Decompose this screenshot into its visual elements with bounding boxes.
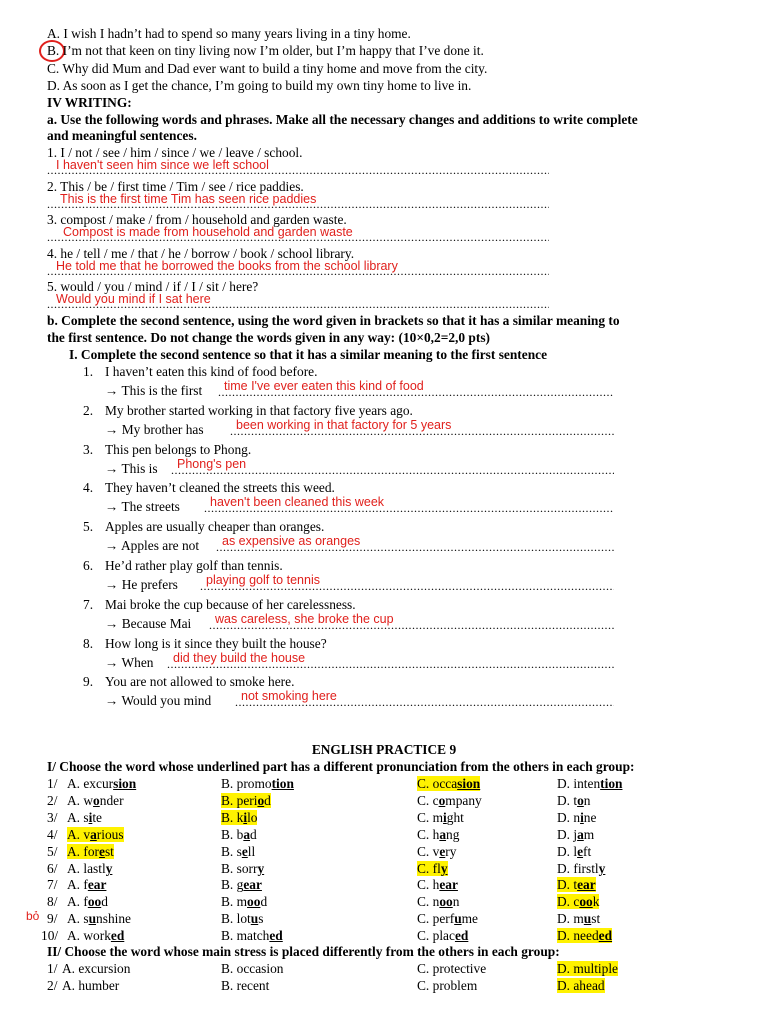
option-text: C. hang bbox=[417, 827, 460, 842]
option-text: C. problem bbox=[417, 978, 478, 993]
pronunciation-option[interactable] bbox=[557, 911, 600, 927]
handwritten-answer[interactable]: did they build the house bbox=[173, 651, 306, 665]
underlined-part: oo bbox=[439, 894, 453, 909]
underlined-part: i bbox=[88, 810, 93, 825]
option-text: C. perfume bbox=[417, 911, 478, 926]
option-text: C. noon bbox=[417, 894, 460, 909]
underlined-part: o bbox=[577, 793, 584, 808]
item-number: 2. bbox=[83, 403, 94, 418]
underlined-part: y bbox=[598, 861, 606, 876]
original-sentence: Apples are usually cheaper than oranges. bbox=[105, 519, 325, 534]
underlined-part: ed bbox=[454, 928, 469, 943]
option-text: B. kilo bbox=[221, 810, 258, 825]
pronunciation-option[interactable] bbox=[67, 810, 102, 826]
pronunciation-option[interactable] bbox=[417, 928, 468, 944]
part-a-prompt: 3. compost / make / from / household and garden waste. bbox=[47, 212, 347, 227]
handwritten-answer[interactable]: haven't been cleaned this week bbox=[210, 495, 385, 509]
underlined-part: tion bbox=[271, 776, 294, 791]
item-number: 4. bbox=[83, 480, 94, 495]
reading-option-c: C. Why did Mum and Dad ever want to build a tiny home and move from the city. bbox=[47, 61, 488, 76]
item-number: 9. bbox=[83, 674, 94, 689]
underlined-part: y bbox=[105, 861, 113, 876]
item-number: 6. bbox=[83, 558, 94, 573]
underlined-part: ed bbox=[110, 928, 125, 943]
stress-option[interactable] bbox=[557, 961, 618, 977]
question-number: 9/ bbox=[47, 911, 58, 926]
pronunciation-option[interactable] bbox=[417, 894, 459, 910]
underlined-part: u bbox=[583, 911, 592, 926]
underlined-part: u bbox=[88, 911, 97, 926]
stress-option[interactable] bbox=[557, 978, 605, 994]
item-number: 5. bbox=[83, 519, 94, 534]
stress-option[interactable] bbox=[221, 961, 283, 977]
original-sentence: How long is it since they built the house? bbox=[105, 636, 327, 651]
underlined-part: a bbox=[577, 827, 584, 842]
underlined-part: tion bbox=[600, 776, 623, 791]
question-number: 5/ bbox=[47, 844, 58, 859]
option-text: B. mood bbox=[221, 894, 268, 909]
pronunciation-option[interactable] bbox=[221, 877, 262, 893]
stress-heading: II/ Choose the word whose main stress is placed differently from the others in each group: bbox=[47, 944, 560, 959]
underlined-part: ear bbox=[243, 877, 262, 892]
item-number: 1. bbox=[83, 364, 94, 379]
option-text: A. worked bbox=[67, 928, 125, 943]
handwritten-answer[interactable]: playing golf to tennis bbox=[206, 573, 320, 587]
underlined-part: y bbox=[257, 861, 265, 876]
option-text: C. placed bbox=[417, 928, 469, 943]
underlined-part: sion bbox=[457, 776, 481, 791]
underlined-part: e bbox=[439, 844, 446, 859]
question-number: 4/ bbox=[47, 827, 58, 842]
question-number: 2/ bbox=[47, 793, 58, 808]
pronunciation-option[interactable] bbox=[417, 793, 482, 809]
stress-option[interactable] bbox=[62, 978, 119, 994]
option-text: D. ahead bbox=[557, 978, 605, 993]
original-sentence: This pen belongs to Phong. bbox=[105, 442, 252, 457]
stress-option[interactable] bbox=[221, 978, 269, 994]
option-text: C. occasion bbox=[417, 776, 481, 791]
option-text: D. cook bbox=[557, 894, 600, 909]
option-text: A. lastly bbox=[67, 861, 113, 876]
original-sentence: They haven’t cleaned the streets this weed. bbox=[105, 480, 335, 495]
handwritten-answer[interactable]: time I've ever eaten this kind of food bbox=[224, 379, 424, 393]
underlined-part: e bbox=[241, 844, 248, 859]
option-text: D. needed bbox=[557, 928, 613, 943]
pronunciation-option[interactable] bbox=[221, 793, 271, 809]
option-text: D. firstly bbox=[557, 861, 606, 876]
option-text: B. bad bbox=[221, 827, 257, 842]
item-number: 8. bbox=[83, 636, 94, 651]
writing-heading: IV WRITING: bbox=[47, 95, 132, 110]
rewrite-start: → Because Mai bbox=[105, 616, 192, 631]
underlined-part: oo bbox=[247, 894, 261, 909]
underlined-part: oo bbox=[87, 894, 102, 909]
option-text: D. left bbox=[557, 844, 592, 859]
handwritten-answer[interactable]: been working in that factory for 5 years bbox=[236, 418, 452, 432]
pronunciation-option[interactable] bbox=[67, 911, 131, 927]
underlined-part: o bbox=[257, 793, 265, 808]
part-b-instruction-1: b. Complete the second sentence, using the word given in brackets so that it has a similar meaning to bbox=[47, 313, 620, 328]
part-a-prompt: 4. he / tell / me / that / he / borrow / book / school library. bbox=[47, 246, 355, 261]
option-text: D. multiple bbox=[557, 961, 618, 976]
part-b-instruction-2: the first sentence. Do not change the words given in any way: (10×0,2=2,0 pts) bbox=[47, 330, 490, 345]
pronunciation-option[interactable] bbox=[67, 928, 124, 944]
handwritten-note: bỏ bbox=[26, 909, 40, 923]
pronunciation-option[interactable] bbox=[67, 861, 112, 877]
handwritten-answer[interactable]: He told me that he borrowed the books from the school library bbox=[56, 259, 398, 273]
question-number: 3/ bbox=[47, 810, 58, 825]
handwritten-answer[interactable]: Compost is made from household and garden waste bbox=[63, 225, 353, 239]
rewrite-start: → Apples are not bbox=[105, 538, 200, 553]
option-text: B. lotus bbox=[221, 911, 264, 926]
reading-option-d: D. As soon as I get the chance, I’m going to build my own tiny home to live in. bbox=[47, 78, 472, 93]
handwritten-answer[interactable]: not smoking here bbox=[241, 689, 337, 703]
option-text: B. gear bbox=[221, 877, 262, 892]
underlined-part: ed bbox=[269, 928, 283, 943]
question-number: 10/ bbox=[41, 928, 59, 943]
option-text: A. forest bbox=[67, 844, 114, 859]
option-text: C. protective bbox=[417, 961, 487, 976]
option-text: A. wonder bbox=[67, 793, 124, 808]
pronunciation-option[interactable] bbox=[221, 911, 263, 927]
option-text: A. excursion bbox=[62, 961, 131, 976]
original-sentence: My brother started working in that factory five years ago. bbox=[105, 403, 413, 418]
option-text: C. fly bbox=[417, 861, 448, 876]
pronunciation-option[interactable] bbox=[221, 844, 255, 860]
pronunciation-option[interactable] bbox=[557, 861, 605, 877]
option-text: C. hear bbox=[417, 877, 458, 892]
option-text: A. various bbox=[67, 827, 124, 842]
rewrite-start: → This is bbox=[105, 461, 158, 476]
pronunciation-option[interactable] bbox=[67, 827, 124, 843]
pronunciation-heading: I/ Choose the word whose underlined part has a different pronunciation from the others in each group: bbox=[47, 759, 635, 774]
underlined-part: o bbox=[438, 793, 446, 808]
option-text: A. fear bbox=[67, 877, 107, 892]
pronunciation-option[interactable] bbox=[557, 844, 591, 860]
pronunciation-option[interactable] bbox=[557, 928, 612, 944]
underlined-part: u bbox=[250, 911, 259, 926]
underlined-part: ear bbox=[439, 877, 458, 892]
pronunciation-option[interactable] bbox=[557, 827, 594, 843]
underlined-part: o bbox=[93, 793, 100, 808]
option-text: B. matched bbox=[221, 928, 283, 943]
pronunciation-option[interactable] bbox=[67, 877, 106, 893]
pronunciation-option[interactable] bbox=[67, 894, 108, 910]
part-a-instruction-1: a. Use the following words and phrases. Make all the necessary changes and additions to write complete bbox=[47, 112, 638, 127]
pronunciation-option[interactable] bbox=[221, 810, 257, 826]
rewrite-start: → Would you mind bbox=[105, 693, 212, 708]
underlined-part: a bbox=[243, 827, 251, 842]
part-a-prompt: 2. This / be / first time / Tim / see / rice paddies. bbox=[47, 179, 304, 194]
underlined-part: y bbox=[440, 861, 448, 876]
option-text: D. must bbox=[557, 911, 601, 926]
question-number: 2/ bbox=[47, 978, 58, 993]
section-i-heading: I. Complete the second sentence so that it has a similar meaning to the first sentence bbox=[69, 347, 548, 362]
underlined-part: i bbox=[580, 810, 584, 825]
original-sentence: You are not allowed to smoke here. bbox=[105, 674, 295, 689]
handwritten-answer[interactable]: This is the first time Tim has seen rice paddies bbox=[60, 192, 317, 206]
question-number: 1/ bbox=[47, 776, 58, 791]
option-text: B. recent bbox=[221, 978, 270, 993]
handwritten-answer[interactable]: I haven't seen him since we left school bbox=[56, 158, 269, 172]
item-number: 7. bbox=[83, 597, 94, 612]
question-number: 7/ bbox=[47, 877, 58, 892]
option-text: A. food bbox=[67, 894, 108, 909]
pronunciation-option[interactable] bbox=[221, 928, 283, 944]
option-text: D. tear bbox=[557, 877, 596, 892]
pronunciation-option[interactable] bbox=[417, 911, 478, 927]
rewrite-start: → He prefers bbox=[105, 577, 178, 592]
original-sentence: He’d rather play golf than tennis. bbox=[105, 558, 283, 573]
underlined-part: i bbox=[443, 810, 447, 825]
underlined-part: ear bbox=[87, 877, 107, 892]
pronunciation-option[interactable] bbox=[417, 827, 459, 843]
pronunciation-option[interactable] bbox=[557, 793, 591, 809]
question-number: 6/ bbox=[47, 861, 58, 876]
reading-option-b: B. I’m not that keen on tiny living now I’m older, but I’m happy that I’ve done it. bbox=[47, 43, 484, 58]
original-sentence: Mai broke the cup because of her carelessness. bbox=[105, 597, 356, 612]
underlined-part: ed bbox=[598, 928, 613, 943]
pronunciation-option[interactable] bbox=[417, 776, 480, 792]
handwritten-answer[interactable]: Would you mind if I sat here bbox=[56, 292, 211, 306]
pronunciation-option[interactable] bbox=[417, 877, 458, 893]
underlined-part: a bbox=[439, 827, 447, 842]
pronunciation-option[interactable] bbox=[221, 776, 294, 792]
option-text: B. promotion bbox=[221, 776, 294, 791]
option-text: A. site bbox=[67, 810, 102, 825]
option-text: B. occasion bbox=[221, 961, 284, 976]
reading-option-a: A. I wish I hadn’t had to spend so many years living in a tiny home. bbox=[47, 26, 411, 41]
part-a-instruction-2: and meaningful sentences. bbox=[47, 128, 197, 143]
part-a-prompt: 5. would / you / mind / if / I / sit / here? bbox=[47, 279, 259, 294]
option-text: B. sorry bbox=[221, 861, 265, 876]
option-text: D. jam bbox=[557, 827, 595, 842]
underlined-part: oo bbox=[579, 894, 593, 909]
pronunciation-option[interactable] bbox=[417, 810, 464, 826]
option-text: C. very bbox=[417, 844, 457, 859]
option-text: C. might bbox=[417, 810, 464, 825]
practice-title: ENGLISH PRACTICE 9 bbox=[311, 742, 457, 757]
pronunciation-option[interactable] bbox=[557, 776, 622, 792]
underlined-part: ear bbox=[577, 877, 596, 892]
question-number: 1/ bbox=[47, 961, 58, 976]
underlined-part: e bbox=[98, 844, 105, 859]
pronunciation-option[interactable] bbox=[417, 861, 448, 877]
pronunciation-option[interactable] bbox=[67, 793, 124, 809]
pronunciation-option[interactable] bbox=[221, 894, 267, 910]
option-text: D. intention bbox=[557, 776, 623, 791]
handwritten-answer[interactable]: was careless, she broke the cup bbox=[215, 612, 394, 626]
option-text: D. ton bbox=[557, 793, 591, 808]
option-text: B. sell bbox=[221, 844, 256, 859]
option-text: B. period bbox=[221, 793, 271, 808]
pronunciation-option[interactable] bbox=[417, 844, 456, 860]
pronunciation-option[interactable] bbox=[67, 844, 114, 860]
part-a-prompt: 1. I / not / see / him / since / we / leave / school. bbox=[47, 145, 303, 160]
stress-option[interactable] bbox=[62, 961, 130, 977]
option-text: A. excursion bbox=[67, 776, 137, 791]
handwritten-answer[interactable]: as expensive as oranges bbox=[222, 534, 361, 548]
pronunciation-option[interactable] bbox=[557, 894, 599, 910]
pronunciation-option[interactable] bbox=[557, 810, 596, 826]
stress-option[interactable] bbox=[417, 978, 477, 994]
option-text: A. humber bbox=[62, 978, 120, 993]
option-text: A. sunshine bbox=[67, 911, 131, 926]
stress-option[interactable] bbox=[417, 961, 486, 977]
underlined-part: i bbox=[243, 810, 248, 825]
pronunciation-option[interactable] bbox=[557, 877, 596, 893]
option-text: C. company bbox=[417, 793, 482, 808]
pronunciation-option[interactable] bbox=[221, 827, 257, 843]
pronunciation-option[interactable] bbox=[221, 861, 264, 877]
rewrite-start: → My brother has bbox=[105, 422, 204, 437]
item-number: 3. bbox=[83, 442, 94, 457]
underlined-part: a bbox=[90, 827, 97, 842]
rewrite-start: → This is the first bbox=[105, 383, 203, 398]
option-text: D. nine bbox=[557, 810, 597, 825]
underlined-part: u bbox=[454, 911, 462, 926]
pronunciation-option[interactable] bbox=[67, 776, 136, 792]
rewrite-start: → The streets bbox=[105, 499, 180, 514]
handwritten-answer[interactable]: Phong's pen bbox=[177, 457, 247, 471]
underlined-part: e bbox=[577, 844, 584, 859]
rewrite-start: → When bbox=[105, 655, 154, 670]
original-sentence: I haven’t eaten this kind of food before. bbox=[105, 364, 318, 379]
underlined-part: sion bbox=[113, 776, 137, 791]
question-number: 8/ bbox=[47, 894, 58, 909]
